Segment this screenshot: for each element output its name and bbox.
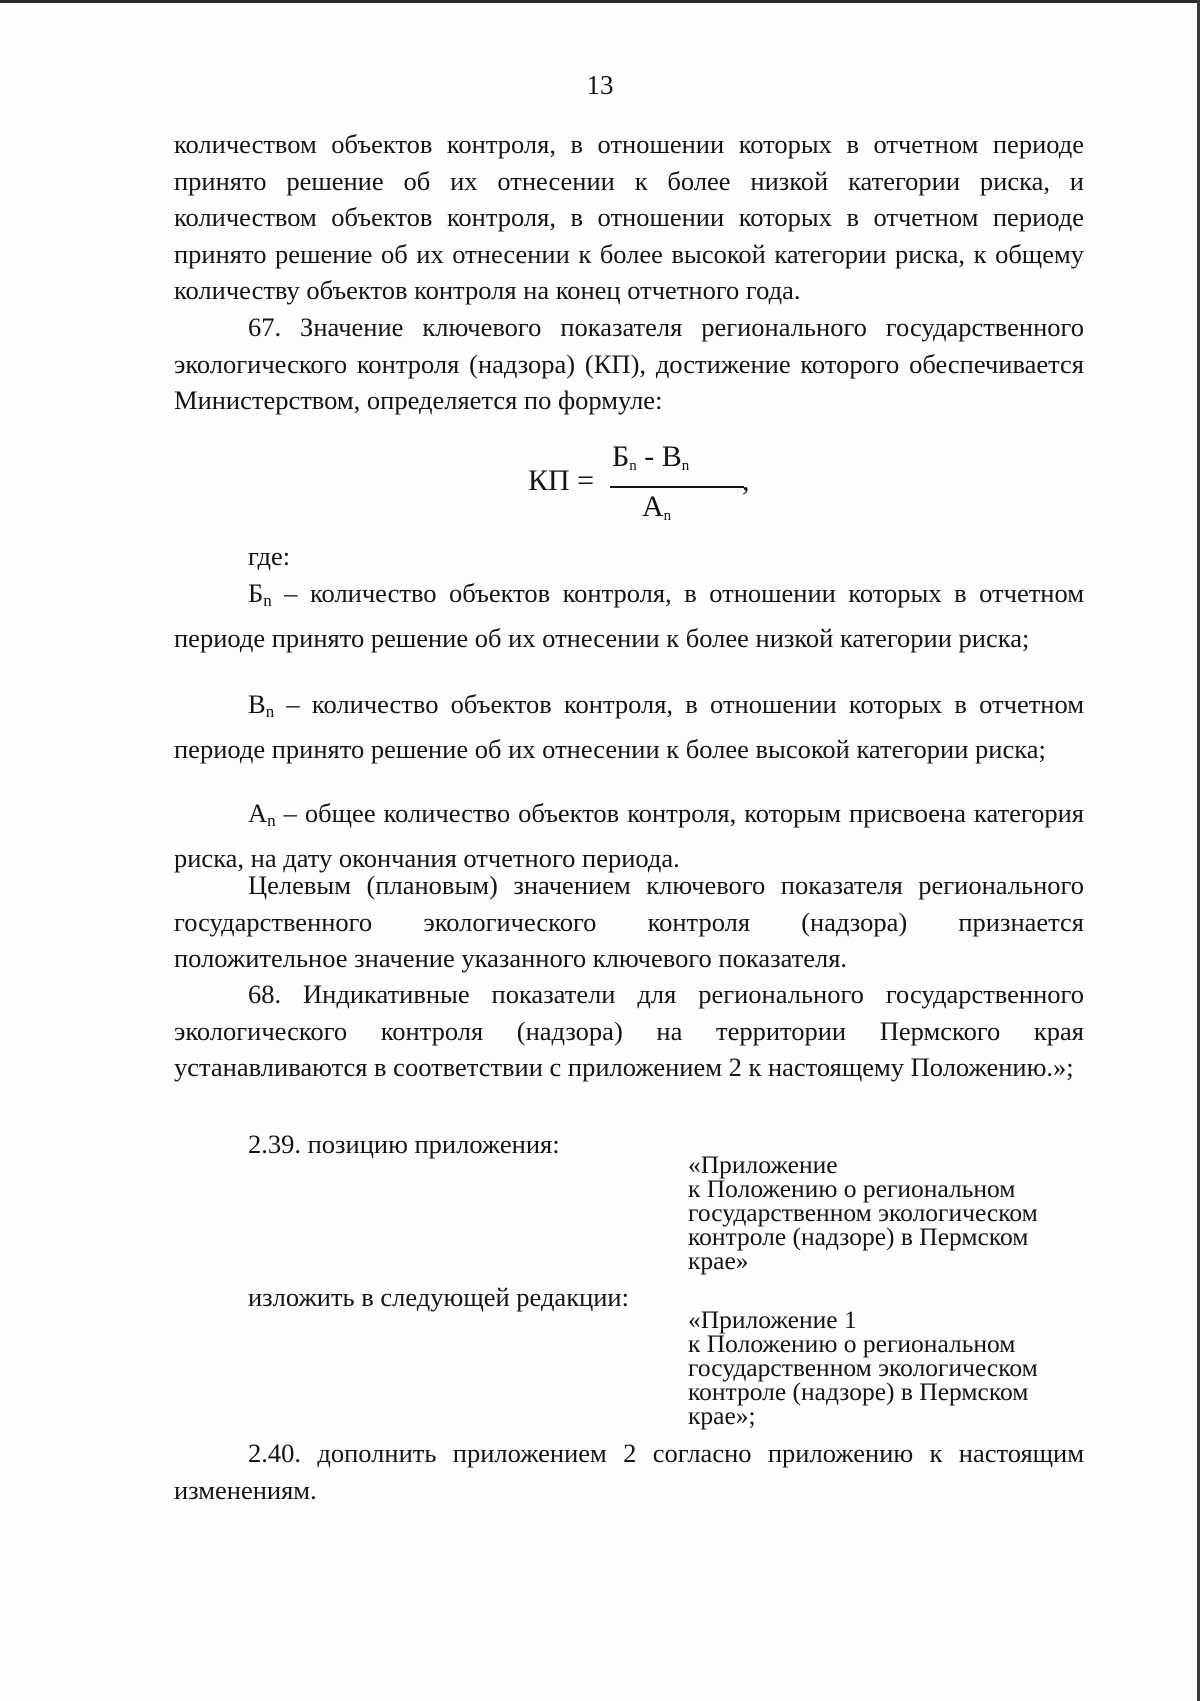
paragraph-continuation: количеством объектов контроля, в отношении которых в отчетном периоде принято решение об их отнесении к более низкой категории риска, и количеством объектов контроля, в отношении которых в отчетном периоде принято решение об их отнесении к более высокой категории риска, к общему количеству объектов контроля на конец отчетного года. <box>174 129 1084 306</box>
attachment-heading-old: «Приложение к Положению о региональном государственном экологическом контроле (надзоре) в Пермском крае» <box>688 1150 1038 1275</box>
attachment-heading-new: «Приложение 1 к Положению о региональном государственном экологическом контроле (надзоре) в Пермском крае»; <box>688 1305 1038 1430</box>
definition-a: Аn – общее количество объектов контроля, которым присвоена категория риска, на дату окончания отчетного периода. <box>174 798 1084 873</box>
definition-v: Вn – количество объектов контроля, в отношении которых в отчетном периоде принято решение об их отнесении к более высокой категории риска; <box>174 689 1084 764</box>
paragraph-target-value: Целевым (плановым) значением ключевого показателя регионального государственного экологического контроля (надзора) признается положительное значение указанного ключевого показателя. <box>174 870 1084 974</box>
formula-denominator: $А_n$ <box>642 490 672 524</box>
item-2-39: 2.39. позицию приложения: <box>248 1129 560 1159</box>
formula-numerator: $Б_n - В_n$ <box>612 440 690 474</box>
formula-lhs: КП = <box>528 464 595 497</box>
item-edit-instruction: изложить в следующей редакции: <box>248 1282 629 1312</box>
formula-comma: , <box>742 464 750 497</box>
where-label: где: <box>248 541 291 571</box>
item-2-40: 2.40. дополнить приложением 2 согласно приложению к настоящим изменениям. <box>174 1438 1084 1505</box>
page-number: 13 <box>586 70 614 100</box>
fraction-bar <box>610 486 744 488</box>
definition-b: Бn – количество объектов контроля, в отношении которых в отчетном периоде принято решение об их отнесении к более низкой категории риска; <box>174 578 1084 653</box>
paragraph-68: 68. Индикативные показатели для регионального государственного экологического контроля (надзора) на территории Пермского края устанавливаются в соответствии с приложением 2 к настоящему Положению.»; <box>174 979 1084 1083</box>
scan-edge-top <box>0 0 1200 3</box>
paragraph-67: 67. Значение ключевого показателя регионального государственного экологического контроля (надзора) (КП), достижение которого обеспечивается Министерством, определяется по формуле: <box>174 312 1084 416</box>
formula-kp <box>528 440 748 530</box>
